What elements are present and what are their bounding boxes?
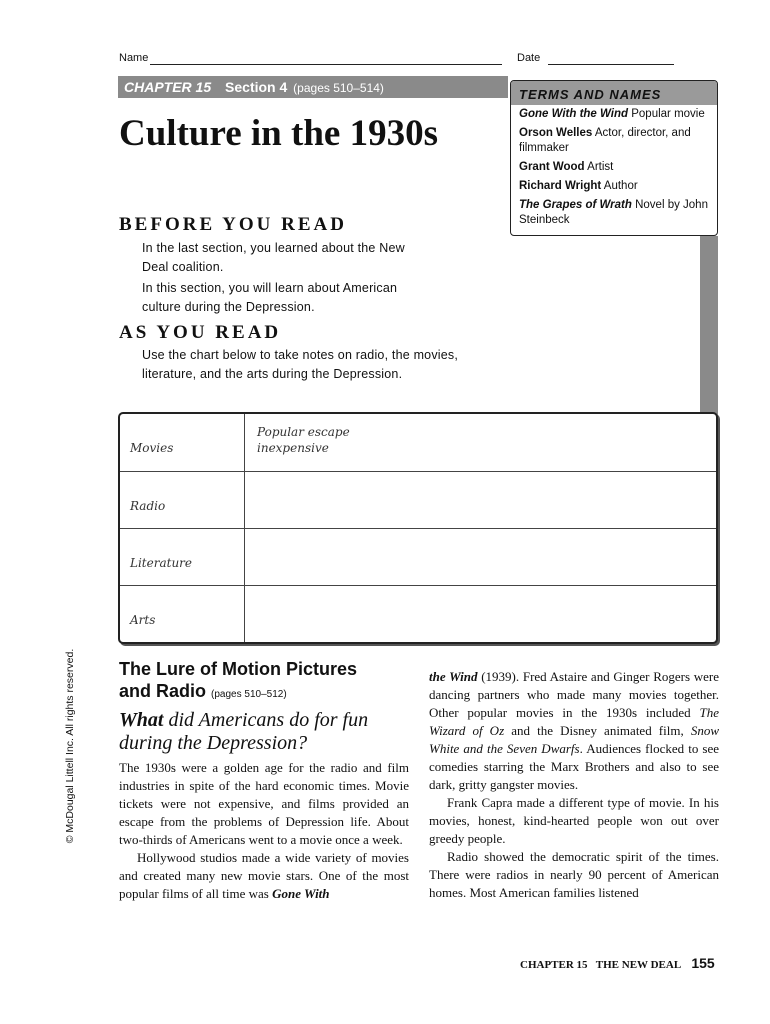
notes-cell-literature[interactable]	[245, 529, 717, 586]
name-field[interactable]	[150, 64, 502, 65]
page-title: Culture in the 1930s	[119, 113, 438, 154]
page-number: 155	[691, 955, 715, 971]
row-label-movies: Movies	[130, 441, 174, 455]
as-you-read-heading: AS YOU READ	[119, 322, 282, 343]
right-paragraph-1: the Wind (1939). Fred Astaire and Ginger Rogers were dancing partners who made many movies together. Other popular movies in the 1930s included The Wizard of Oz and the Disney animated film, Snow White and the Seven Dwarfs. Audiences flocked to see comedies starring the Marx Brothers and also to see dark, gritty gangster movies.	[429, 669, 720, 792]
chapter-bar	[118, 76, 508, 98]
notes-chart	[118, 412, 718, 644]
left-paragraph-2: Hollywood studios made a wide variety of movies and created many new movie stars. One of the most popular films of all time was Gone With	[119, 850, 409, 901]
copyright-notice: © McDougal Littell Inc. All rights reserved.	[64, 648, 76, 844]
before-you-read-p2: In this section, you will learn about American culture during the Depression.	[142, 281, 398, 314]
term-item: Grant Wood Artist	[519, 161, 614, 173]
section-number: Section 4	[225, 79, 288, 95]
before-you-read-p1: In the last section, you learned about the New Deal coalition.	[142, 241, 405, 274]
chart-row-movies	[120, 414, 716, 472]
right-column	[429, 668, 719, 902]
term-item: Gone With the Wind Popular movie	[519, 108, 705, 120]
as-you-read-p1: Use the chart below to take notes on radio, the movies, literature, and the arts during the Depression.	[142, 348, 459, 381]
chart-row-radio	[120, 472, 716, 529]
chart-row-literature	[120, 529, 716, 586]
term-item: Richard Wright Author	[519, 180, 638, 192]
chapter-number: CHAPTER 15	[124, 79, 212, 95]
left-paragraph-1: The 1930s were a golden age for the radio and film industries in spite of the hard economic times. Movie tickets were not expensive, and films provided an escape from the problems of Depression life. About two-thirds of Americans went to a movie once a week.	[119, 760, 409, 847]
notes-cell-movies[interactable]: Popular escape inexpensive	[245, 414, 717, 472]
section-heading: The Lure of Motion Pictures and Radio (pages 510–512)	[119, 659, 358, 701]
right-paragraph-2: Frank Capra made a different type of movie. In his movies, honest, kind-hearted people won out over greedy people.	[429, 795, 719, 846]
row-label-literature: Literature	[130, 556, 193, 571]
terms-heading: TERMS AND NAMES	[511, 81, 717, 105]
date-label: Date	[517, 52, 541, 64]
focus-question: What did Americans do for fun during the Depression?	[119, 709, 369, 754]
term-item: Orson Welles Actor, director, and filmmaker	[519, 127, 691, 154]
notes-cell-radio[interactable]	[245, 472, 717, 529]
footer-title: THE NEW DEAL	[595, 959, 681, 971]
name-label: Name	[119, 52, 149, 64]
terms-and-names-box	[510, 80, 718, 236]
term-item: The Grapes of Wrath Novel by John Steinbeck	[519, 199, 708, 226]
before-you-read-heading: BEFORE YOU READ	[119, 214, 347, 235]
date-field[interactable]	[548, 64, 674, 65]
footer-chapter: CHAPTER 15	[520, 959, 588, 971]
section-pages: (pages 510–514)	[293, 81, 384, 95]
row-label-radio: Radio	[130, 499, 166, 514]
section-heading-pages: (pages 510–512)	[211, 689, 287, 700]
left-column	[119, 759, 409, 903]
notes-cell-arts[interactable]	[245, 586, 717, 642]
page-footer	[520, 955, 715, 971]
chart-row-arts	[120, 586, 716, 642]
right-paragraph-3: Radio showed the democratic spirit of the times. There were radios in nearly 90 percent of American homes. Most American families listened	[429, 849, 719, 900]
row-label-arts: Arts	[130, 613, 156, 628]
